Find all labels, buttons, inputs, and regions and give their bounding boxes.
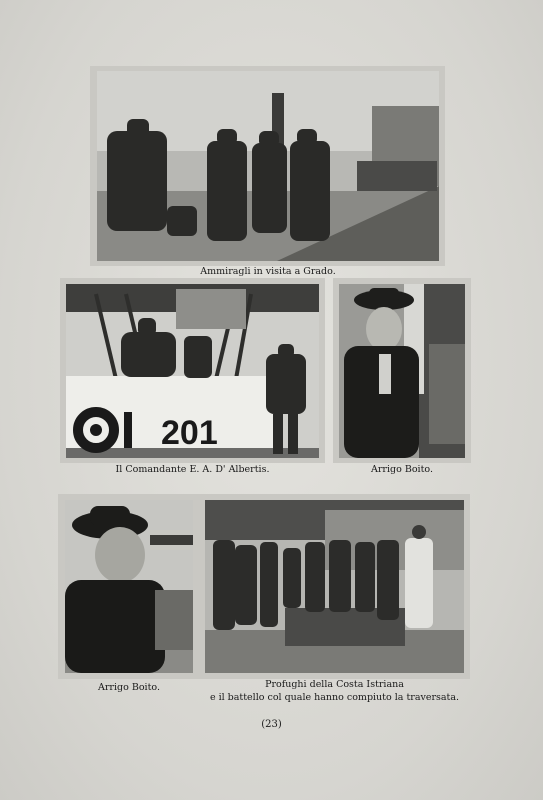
aircraft-marking-201: 201 (161, 414, 218, 452)
photo-commander-dalbertis (66, 284, 319, 458)
caption-refugees-line1: Profughi della Costa Istriana (265, 679, 404, 690)
photo-admirals-in-grado (97, 71, 439, 261)
page-number: (23) (261, 719, 282, 730)
caption-dalbertis: Il Comandante E. A. D' Albertis. (115, 464, 270, 475)
caption-boito-standing: Arrigo Boito. (371, 464, 433, 475)
photo-istrian-refugees (205, 500, 464, 673)
caption-admirals: Ammiragli in visita a Grado. (200, 266, 336, 277)
photo-arrigo-boito-standing (339, 284, 465, 458)
photo-arrigo-boito-profile (65, 500, 193, 673)
caption-boito-profile: Arrigo Boito. (98, 682, 160, 693)
caption-refugees-line2: e il battello col quale hanno compiuto la traversata. (209, 692, 460, 703)
